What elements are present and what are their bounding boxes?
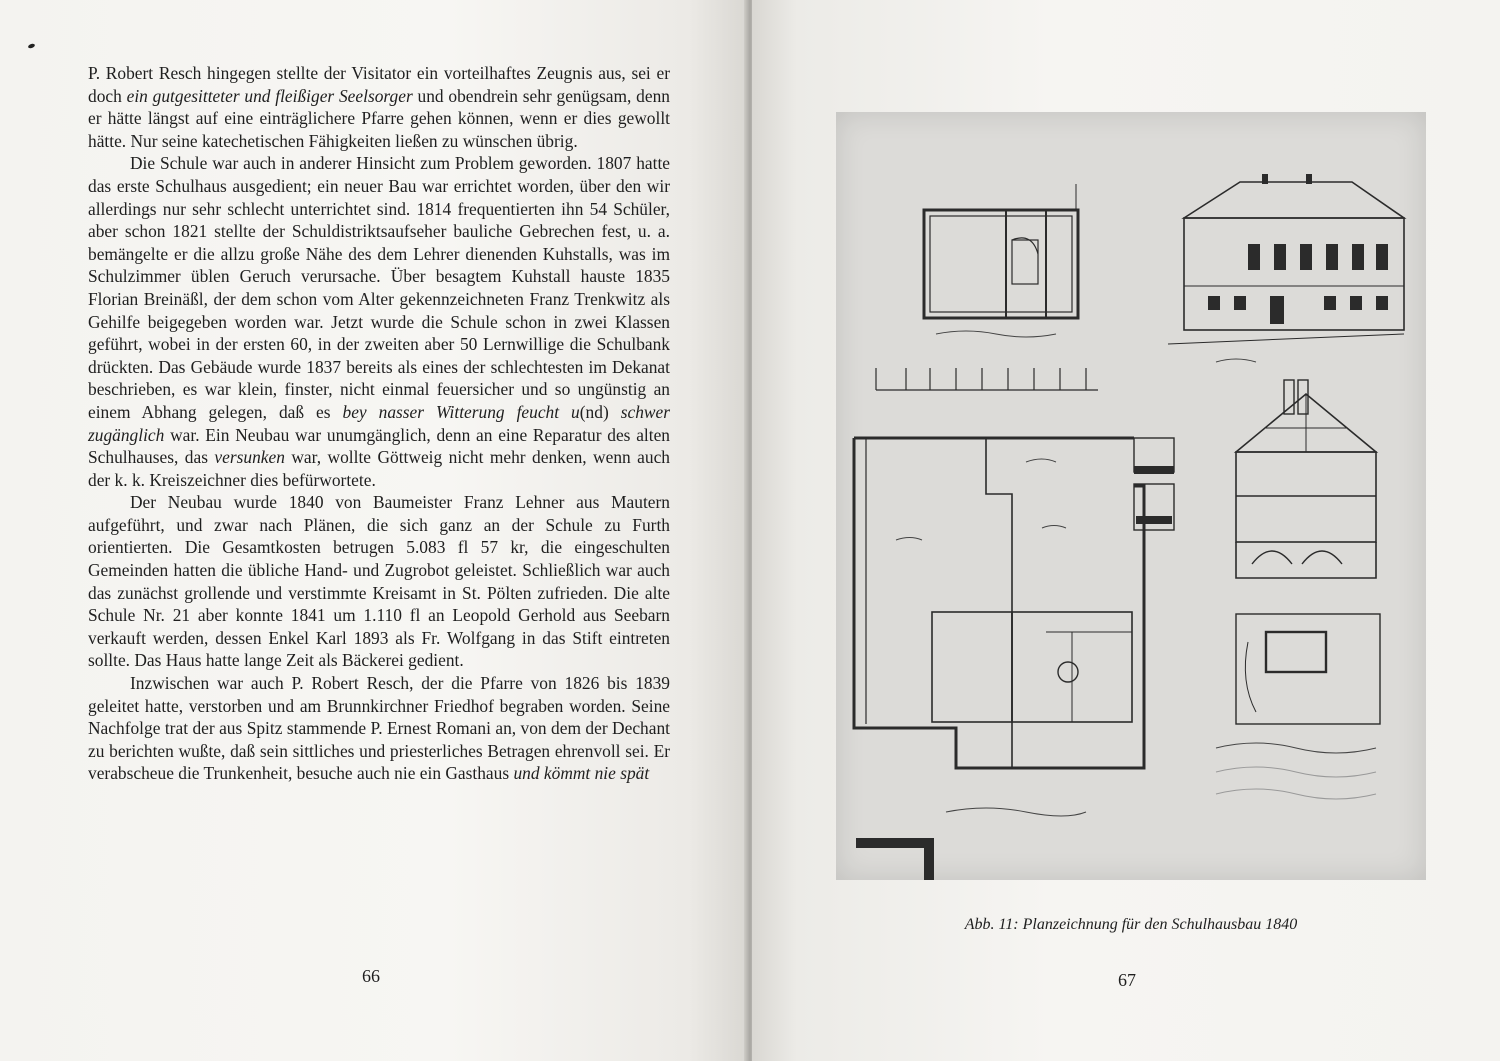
text-run: war. Ein Neubau war unumgänglich, denn an eine Reparatur des alten Schulhauses, das — [88, 424, 670, 468]
italic-quote: ein gutgesitteter und fleißiger Seelsorger — [126, 85, 413, 106]
ink-speck — [28, 43, 36, 49]
text-run: Die Schule war auch in anderer Hinsicht zum Problem geworden. 1807 hatte das erste Schulhaus ausgedient; ein neuer Bau war errichtet worden, über den wir allerdings nur sehr schlecht unterrichtet sind. 1814 frequentierten ihn 54 Schüler, aber schon 1821 stellte der Schuldistriktsaufseher bauliche Gebrechen fest, u. a. bemängelte er die allzu große Nähe des dem Lehrer dienenden Kuhstalls, was im Schulzimmer üblen Geruch verursache. Über besagtem Kuhstall hauste 1835 Florian Breinäßl, der dem schon vom Alter gekennzeichneten Franz Trenkwitz als Gehilfe beigegeben worden war. Jetzt wurde die Schule schon in zwei Klassen geführt, wobei in der ersten 60, in der zweiten aber 50 Lernwillige die Schulbank drückten. Das Gebäude wurde 1837 bereits als eines der schlechtesten im Dekanat beschrieben, es war klein, finster, nicht einmal feuersicher und so ungünstig an einem Abhang gelegen, daß es — [88, 153, 670, 422]
figure-caption: Abb. 11: Planzeichnung für den Schulhausbau 1840 — [964, 916, 1298, 933]
body-text — [88, 62, 670, 785]
italic-quote: schwer zugänglich — [88, 401, 670, 445]
ground-floor-plan — [854, 438, 1174, 768]
text-run: Inzwischen war auch P. Robert Resch, der die Pfarre von 1826 bis 1839 geleitet hatte, verstorben und am Brunnkirchner Friedhof begraben worden. Seine Nachfolge trat der aus Spitz stammende P. Ernest Romani an, von dem der Dechant zu berichten wußte, daß sein sittliches und priesterliches Betragen ehrenvoll sei. Er verabscheue die Trunkenheit, besuche auch nie ein Gasthaus — [88, 673, 670, 784]
page-number-right: 67 — [1118, 970, 1136, 990]
handwritten-annotations — [896, 331, 1376, 816]
text-run: und obendrein sehr genügsam, denn er hätte längst auf eine einträglichere Pfarre gehen können, wenn er dies gewollt hätte. Nur seine katechetischen Fähigkeiten ließen zu wünschen übrig. — [88, 85, 670, 151]
cross-section — [1236, 380, 1376, 578]
architectural-plan-figure — [836, 112, 1426, 880]
cellar-plan — [1236, 614, 1380, 724]
paragraph — [88, 62, 670, 152]
paragraph — [88, 672, 670, 785]
text-run: (nd) — [579, 401, 621, 422]
upper-floor-plan — [924, 184, 1078, 318]
italic-quote: und kömmt nie spät — [513, 763, 650, 784]
text-run: P. Robert Resch hingegen stellte der Visitator ein vorteilhaftes Zeugnis aus, sei er doch — [88, 63, 670, 106]
text-run: war, wollte Göttweig nicht mehr denken, wenn auch der k. k. Kreiszeichner dies befürwortete. — [88, 447, 671, 490]
left-page — [0, 0, 748, 1061]
paragraph — [88, 152, 670, 491]
italic-quote: bey nasser Witterung feucht u — [342, 401, 580, 422]
italic-quote: versunken — [214, 447, 285, 468]
text-run: Der Neubau wurde 1840 von Baumeister Franz Lehner aus Mautern aufgeführt, und zwar nach Plänen, die sich ganz an der Schule zu Furth orientierten. Die Gesamtkosten betrugen 5.083 fl 57 kr, die eingeschulten Gemeinden hatten die übliche Hand- und Zugrobot geleistet. Schließlich war auch das zunächst grollende und verstimmte Kreisamt in St. Pölten zufrieden. Die alte Schule Nr. 21 aber konnte 1841 um 1.110 fl an Leopold Gerhold aus Seebarn verkauft werden, dessen Enkel Karl 1893 als Fr. Wolfgang in das Stift eintreten sollte. Das Haus hatte lange Zeit als Bäckerei gedient. — [88, 492, 670, 671]
scale-bar — [876, 368, 1098, 390]
page-number-left: 66 — [362, 966, 380, 986]
plan-drawing — [836, 112, 1426, 880]
paragraph — [88, 491, 670, 672]
